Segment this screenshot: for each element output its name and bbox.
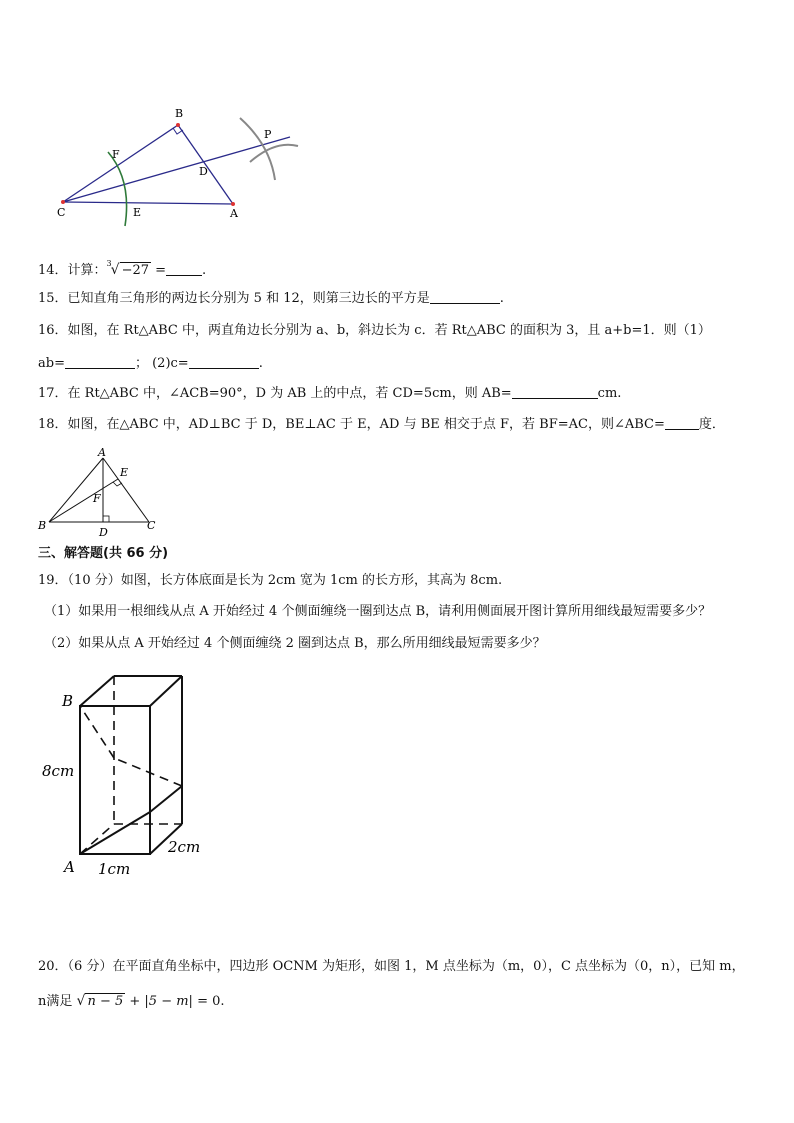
question-14: 14．计算：$^3$√ −27 = . bbox=[38, 255, 206, 280]
q16-ab-blank[interactable] bbox=[65, 356, 135, 369]
label-a: A bbox=[98, 446, 106, 459]
figure-cuboid bbox=[38, 668, 228, 888]
section-heading: 三、解答题(共 66 分) bbox=[38, 546, 169, 561]
q18-answer-blank[interactable] bbox=[665, 417, 699, 430]
radicand: −27 bbox=[121, 263, 149, 278]
question-19-part-2: （2）如果从点 A 开始经过 4 个侧面缠绕 2 圈到达点 B，那么所用细线最短需要多少？ bbox=[44, 636, 546, 651]
q16-line1: 16．如图，在 Rt△ABC 中，两直角边长分别为 a、b，斜边长为 c．若 Rt△ABC 的面积为 3，且 a+b=1．则（1） bbox=[38, 323, 711, 338]
label-height: 8cm bbox=[42, 762, 75, 780]
question-15: 15．已知直角三角形的两边长分别为 5 和 12，则第三边长的平方是 . bbox=[38, 291, 504, 306]
label-a: A bbox=[64, 858, 75, 876]
label-e: E bbox=[120, 466, 129, 479]
question-20-line2: n满足 √ n − 5 + |5 − m| = 0. bbox=[38, 993, 225, 1009]
figure-triangle-altitudes bbox=[35, 446, 165, 541]
label-f: F bbox=[93, 492, 101, 505]
label-e: E bbox=[133, 206, 142, 219]
q18-text: 18．如图，在△ABC 中，AD⊥BC 于 D，BE⊥AC 于 E，AD 与 BE 相交于点 F，若 BF=AC，则∠ABC= bbox=[38, 417, 665, 432]
q14-prefix: 14．计算： bbox=[38, 263, 107, 278]
label-b: B bbox=[62, 692, 74, 710]
sqrt-expression: √ n − 5 bbox=[76, 993, 124, 1009]
question-17: 17．在 Rt△ABC 中，∠ACB=90°，D 为 AB 上的中点，若 CD=5cm，则 AB= cm. bbox=[38, 386, 622, 401]
label-c: C bbox=[57, 206, 66, 219]
label-width-1cm: 1cm bbox=[98, 860, 131, 878]
q17-text: 17．在 Rt△ABC 中，∠ACB=90°，D 为 AB 上的中点，若 CD=5cm，则 AB= bbox=[38, 386, 512, 401]
q15-text: 15．已知直角三角形的两边长分别为 5 和 12，则第三边长的平方是 bbox=[38, 291, 430, 306]
figure-angle-bisector-construction bbox=[50, 100, 310, 230]
label-d: D bbox=[199, 165, 208, 178]
cube-root-expression: $^3$√ −27 bbox=[106, 259, 149, 278]
question-16-line2: ab= ； (2)c= . bbox=[38, 356, 263, 371]
label-b: B bbox=[175, 107, 184, 120]
label-length-2cm: 2cm bbox=[168, 838, 201, 856]
label-b: B bbox=[38, 519, 47, 532]
question-18: 18．如图，在△ABC 中，AD⊥BC 于 D，BE⊥AC 于 E，AD 与 BE 相交于点 F，若 BF=AC，则∠ABC= 度． bbox=[38, 417, 725, 432]
label-d: D bbox=[99, 526, 108, 539]
question-19-part-1: （1）如果用一根细线从点 A 开始经过 4 个侧面缠绕一圈到达点 B，请利用侧面展开图计算所用细线最短需要多少？ bbox=[44, 604, 712, 619]
question-20: 20．（6 分）在平面直角坐标中，四边形 OCNM 为矩形，如图 1，M 点坐标为（m，0），C 点坐标为（0，n），已知 m， bbox=[38, 959, 745, 974]
label-f: F bbox=[112, 148, 120, 161]
abs-expression: |5 − m| bbox=[144, 994, 193, 1009]
question-16 bbox=[38, 322, 711, 340]
q16-c-blank[interactable] bbox=[189, 356, 259, 369]
q14-suffix: = bbox=[151, 263, 167, 278]
label-p: P bbox=[264, 128, 272, 141]
label-c: C bbox=[147, 519, 156, 532]
q14-answer-blank[interactable] bbox=[166, 263, 202, 276]
q15-answer-blank[interactable] bbox=[430, 291, 500, 304]
label-a: A bbox=[230, 207, 238, 220]
q17-answer-blank[interactable] bbox=[512, 386, 598, 399]
question-19: 19．（10 分）如图，长方体底面是长为 2cm 宽为 1cm 的长方形，其高为 8cm. bbox=[38, 573, 503, 588]
